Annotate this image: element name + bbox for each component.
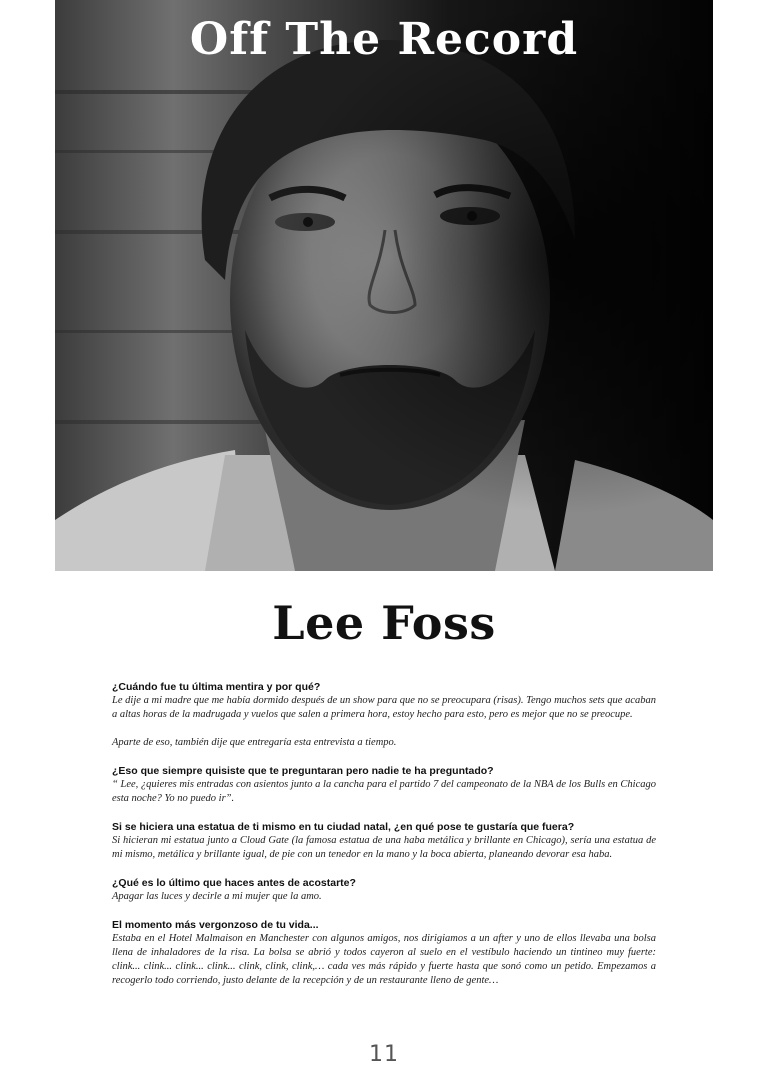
page-number: 11 bbox=[369, 1042, 399, 1067]
interviewee-name: Lee Foss bbox=[272, 596, 496, 650]
portrait-photo bbox=[55, 0, 713, 571]
question: ¿Cuándo fue tu última mentira y por qué? bbox=[112, 681, 321, 693]
interview-body bbox=[112, 680, 656, 1002]
answer: Aparte de eso, también dije que entregaría esta entrevista a tiempo. bbox=[112, 737, 397, 748]
answer: Apagar las luces y decirle a mi mujer que la amo. bbox=[112, 891, 322, 902]
magazine-title: Off The Record bbox=[189, 14, 579, 65]
question: Si se hiciera una estatua de ti mismo en tu ciudad natal, ¿en qué pose te gustaría que fuera? bbox=[112, 821, 575, 833]
qa-item bbox=[112, 764, 656, 806]
question: ¿Qué es lo último que haces antes de acostarte? bbox=[112, 877, 356, 889]
qa-item bbox=[112, 820, 656, 862]
question: El momento más vergonzoso de tu vida... bbox=[112, 919, 319, 931]
question: ¿Eso que siempre quisiste que te preguntaran pero nadie te ha preguntado? bbox=[112, 765, 494, 777]
qa-item bbox=[112, 680, 656, 722]
answer: Le dije a mi madre que me había dormido después de un show para que no se preocupara (risas). Tengo muchos sets que acaban a altas horas de la madrugada y vuelos que salen a primera hora, estoy hecho para esto, pero es mejor que no se preocupe. bbox=[112, 695, 656, 720]
answer: Si hicieran mi estatua junto a Cloud Gate (la famosa estatua de una haba metálica y brillante en Chicago), sería una estatua de mi mismo, metálica y brillante igual, de pie con un tenedor en la mano y la boca abierta, planeando devorar esa haba. bbox=[112, 835, 656, 860]
answer: “ Lee, ¿quieres mis entradas con asientos junto a la cancha para el partido 7 del campeonato de la NBA de los Bulls en Chicago esta noche? Yo no puedo ir”. bbox=[112, 779, 656, 804]
qa-item bbox=[112, 736, 656, 750]
qa-item bbox=[112, 876, 656, 904]
qa-item bbox=[112, 918, 656, 988]
portrait-illustration bbox=[55, 0, 713, 571]
answer: Estaba en el Hotel Malmaison en Manchester con algunos amigos, nos dirigiamos a un after y uno de ellos llevaba una bolsa llena de inhaladores de la risa. La bolsa se abrió y todos cayeron al suelo en el vestíbulo haciendo un tintineo muy fuerte: clink... clink... clink... clink... clink, clink, clink,… cada ves más rápido y fuerte hasta que sonó como un petido. Empezamos a recogerlo todo corriendo, justo delante de la recepción y de un restaurante lleno de gente… bbox=[112, 933, 656, 986]
